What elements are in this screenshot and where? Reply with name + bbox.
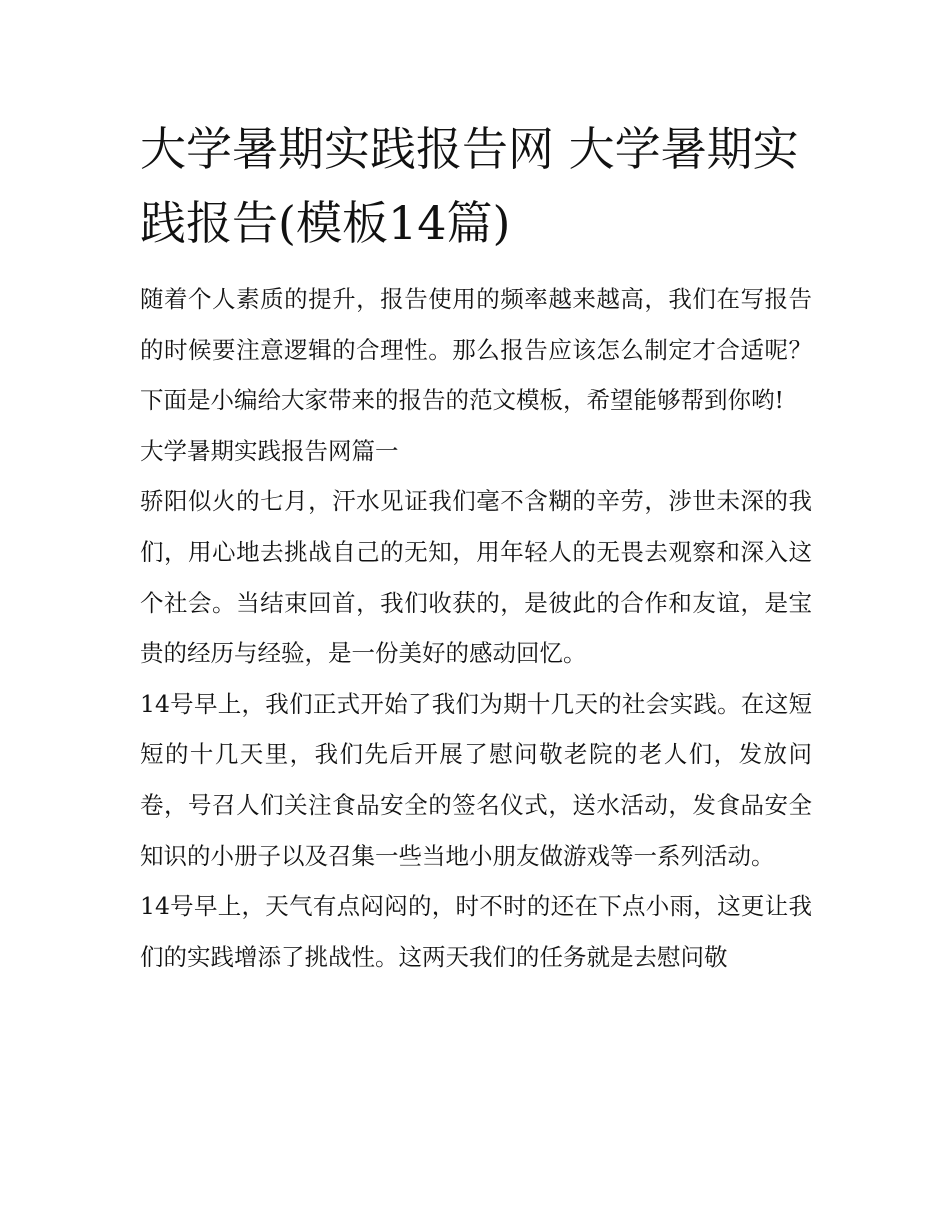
intro-paragraph: 随着个人素质的提升，报告使用的频率越来越高，我们在写报告的时候要注意逻辑的合理性。那么报告应该怎么制定才合适呢？下面是小编给大家带来的报告的范文模板，希望能够帮到你哟! bbox=[140, 285, 812, 415]
document-title: 大学暑期实践报告网 大学暑期实践报告(模板14篇) bbox=[140, 122, 799, 250]
body-paragraph-2: 14号早上，我们正式开始了我们为期十几天的社会实践。在这短短的十几天里，我们先后开展了慰问敬老院的老人们，发放问卷，号召人们关注食品安全的签名仪式，送水活动，发食品安全知识的小册子以及召集一些当地小朋友做游戏等一系列活动。 bbox=[140, 689, 812, 870]
body-paragraph-3: 14号早上，天气有点闷闷的，时不时的还在下点小雨，这更让我们的实践增添了挑战性。这两天我们的任务就是去慰问敬 bbox=[140, 892, 812, 971]
body-paragraph-1: 骄阳似火的七月，汗水见证我们毫不含糊的辛劳，涉世未深的我们，用心地去挑战自己的无知，用年轻人的无畏去观察和深入这个社会。当结束回首，我们收获的，是彼此的合作和友谊，是宝贵的经历与经验，是一份美好的感动回忆。 bbox=[140, 487, 812, 668]
section-heading-1: 大学暑期实践报告网篇一 bbox=[140, 436, 399, 465]
document-page bbox=[140, 112, 812, 982]
